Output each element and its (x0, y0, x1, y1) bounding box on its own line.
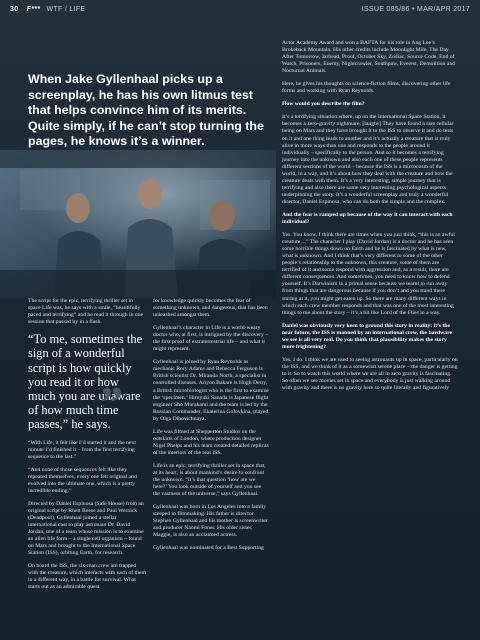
magazine-logo: F*** (26, 6, 41, 13)
interview-answer: It’s a terrifying situation where, up on the International Space Station, it becomes a zero-gravity nightmare. [laughs] They have found a rare cellular being on Mars and they have brought it to the ISS to observe it and do tests on it and one thing leads to another and it’s actually a creature that is truly alive in more ways than one and responds to the people around it individually – specifically to the person. And so it becomes a terrifying journey into the unknown and also each one of these people represents different sections of the world – because the ISS is a microcosm of the world, in a way, and it’s about how they deal with the creature and how the creature deals with them. It’s a very interesting, simple journey that is terrifying and also there are some very interesting psychological aspects underpinning the story. It’s a wonderful screenplay and truly a wonderful director, Daniel Espinosa, who can do both the simple and the complex. (282, 114, 454, 205)
paragraph: Gyllenhaal was nominated for a Best Supporting (153, 545, 264, 552)
paragraph: Gyllenhaal is joined by Ryan Reynolds as mechanic Rory Adams and Rebecca Ferguson is British scientist Dr. Miranda North, a specialist in controlled diseases. Ariyon Bakare is Hugh Derry, a British microbiologist who is the first to examine the ‘specimen.’ Hiroyuki Sanada is Japanese flight engineer Sho Murakami and the team is led by the Russian Commander, Ekaterina Golovkina, played by Olga Dihovichnaya. (153, 359, 269, 422)
issue-label: ISSUE 085/86 • MAR/APR 2017 (361, 6, 470, 13)
pull-quote-block (28, 332, 146, 431)
interview-question: And the fear is ramped up because of the way it can interact with each individual? (282, 211, 453, 226)
interview-question: Daniel was obviously very keen to ground this story in reality: it’s the near future, the ISS is manned by an international crew, the hardware we see is all very real. Do you think that plausibility makes the story more frightening? (282, 322, 453, 350)
film-still-illustration (0, 150, 276, 298)
paragraph: On board the ISS, the six-man crew are trapped with the creature, which interacts with each of them in a different way, in a battle for survival. What starts out as an admirable quest (28, 563, 146, 591)
article-column-3 (282, 40, 458, 398)
paragraph: for knowledge quickly becomes the fear of something unknown, and dangerous, that has been unleashed amongst them. (153, 298, 268, 319)
quote-mark-icon: ” (100, 377, 123, 428)
article-headline: When Jake Gyllenhaal picks up a screenplay, he has his own litmus test that helps convince him of its merits. Quite simply, if he can’t stop turning the pages, he knows it’s a winner. (28, 72, 264, 149)
page-header (10, 6, 470, 18)
paragraph: Gyllenhaal’s character in Life is a world-weary doctor who, at first, is intrigued by the discovery – the first proof of extraterrestrial life – and what it might represent. (153, 325, 269, 353)
page-number: 30 (10, 6, 19, 13)
section-label: WTF / LIFE (46, 6, 86, 13)
paragraph: Gyllenhaal was born in Los Angeles into a family steeped in filmmaking. His father is director Stephen Gyllenhaal and his mother is screenwriter and producer Naomi Foner. His older sister, Maggie, is also an acclaimed actress. (153, 504, 268, 539)
article-column-1 (28, 298, 146, 598)
paragraph: “With Life, it felt like I’d started it and the next minute I’d finished it – from the first terrifying sequence to the last.” (28, 439, 136, 460)
paragraph: Life was filmed at Shepperton Studios on the outskirts of London, where production designer Nigel Phelps and his team created detailed replicas of the interiors of the real ISS. (153, 428, 269, 456)
pull-quote: “To me, sometimes the sign of a wonderful script is how quickly you read it or how much you are unaware of how much time passes,” he says. (28, 332, 143, 432)
paragraph: Here, he gives his thoughts on science-fiction films, discovering other life forms and working with Ryan Reynolds. (282, 81, 451, 95)
paragraph: Life is an epic, terrifying thriller set in space that, at its heart, is about mankind’s desire to confront the unknown. “It’s that question ‘how are we here?’ You look outside of yourself and you see the vastness of the universe,” says Gyllenhaal. (153, 462, 266, 498)
interview-answer: Yes. You know, I think there are times when you just think, “this is an awful creature…” The character I play (David Jordan) is a doctor and he has seen some horrible things down on Earth and he is fascinated by what is new, what is unknown. And I think that’s very different to some of the other people’s relationship to the unknown, this creature, some of them are terrified of it and some respond with aggression and, as a result, there are different consequences. And sometimes, you need to know how to defend yourself. It’s Darwinism in a primal sense because we learnt to run away from things that are dangerous because if you don’t and you stand there staring at it, you might get eaten up. So there are many different ways in which each crew member responds and that was one of the most interesting things to me about the story – it’s a bit like Lord of the Flies in a way. (282, 232, 455, 316)
paragraph: Directed by Daniel Espinosa (Safe House) from an original script by Rhett Reese and Paul Wernick (Deadpool), Gyllenhaal joined a stellar international cast to play astronaut Dr. David Jordan, one of a team whose mission is to examine an alien life form – a single cell organism – found on Mars and brought to the International Space Station (ISS), orbiting Earth, for research. (28, 500, 144, 557)
article-column-2 (153, 298, 269, 558)
interview-question: How would you describe the film? (282, 101, 365, 108)
paragraph: Actor Academy Award and won a BAFTA for his role in Ang Lee’s Brokeback Mountain. His other credits include Moonlight Mile, The Day After Tomorrow, Jarhead, Proof, October Sky, Zodiac, Source Code, End of Watch, Prisoners, Enemy, Nightcrawler, Southpaw, Everest, Demolition and Nocturnal Animals. (282, 40, 456, 75)
film-still-photo (0, 150, 276, 298)
paragraph: The script for the epic, terrifying thriller set in space Life was, he says with a smile, “beautifully paced and terrifying” and he read it through in one session that passed by in a flash. (28, 298, 144, 326)
paragraph: “And none of those sequences felt like they repeated themselves, every one felt original and evolved into the ultimate one, which is a pretty incredible ending.” (28, 466, 137, 494)
interview-answer: Yes, I do. I think we are used to seeing astronauts up in space, particularly on the ISS, and we think of it as a somewhat serene place – the danger is getting to it. So to watch this world where we are all in zero gravity is fascinating. So often we see movies set in space and everybody is just walking around with gravity and there is no gravity here so quite literally and figuratively (282, 356, 458, 392)
